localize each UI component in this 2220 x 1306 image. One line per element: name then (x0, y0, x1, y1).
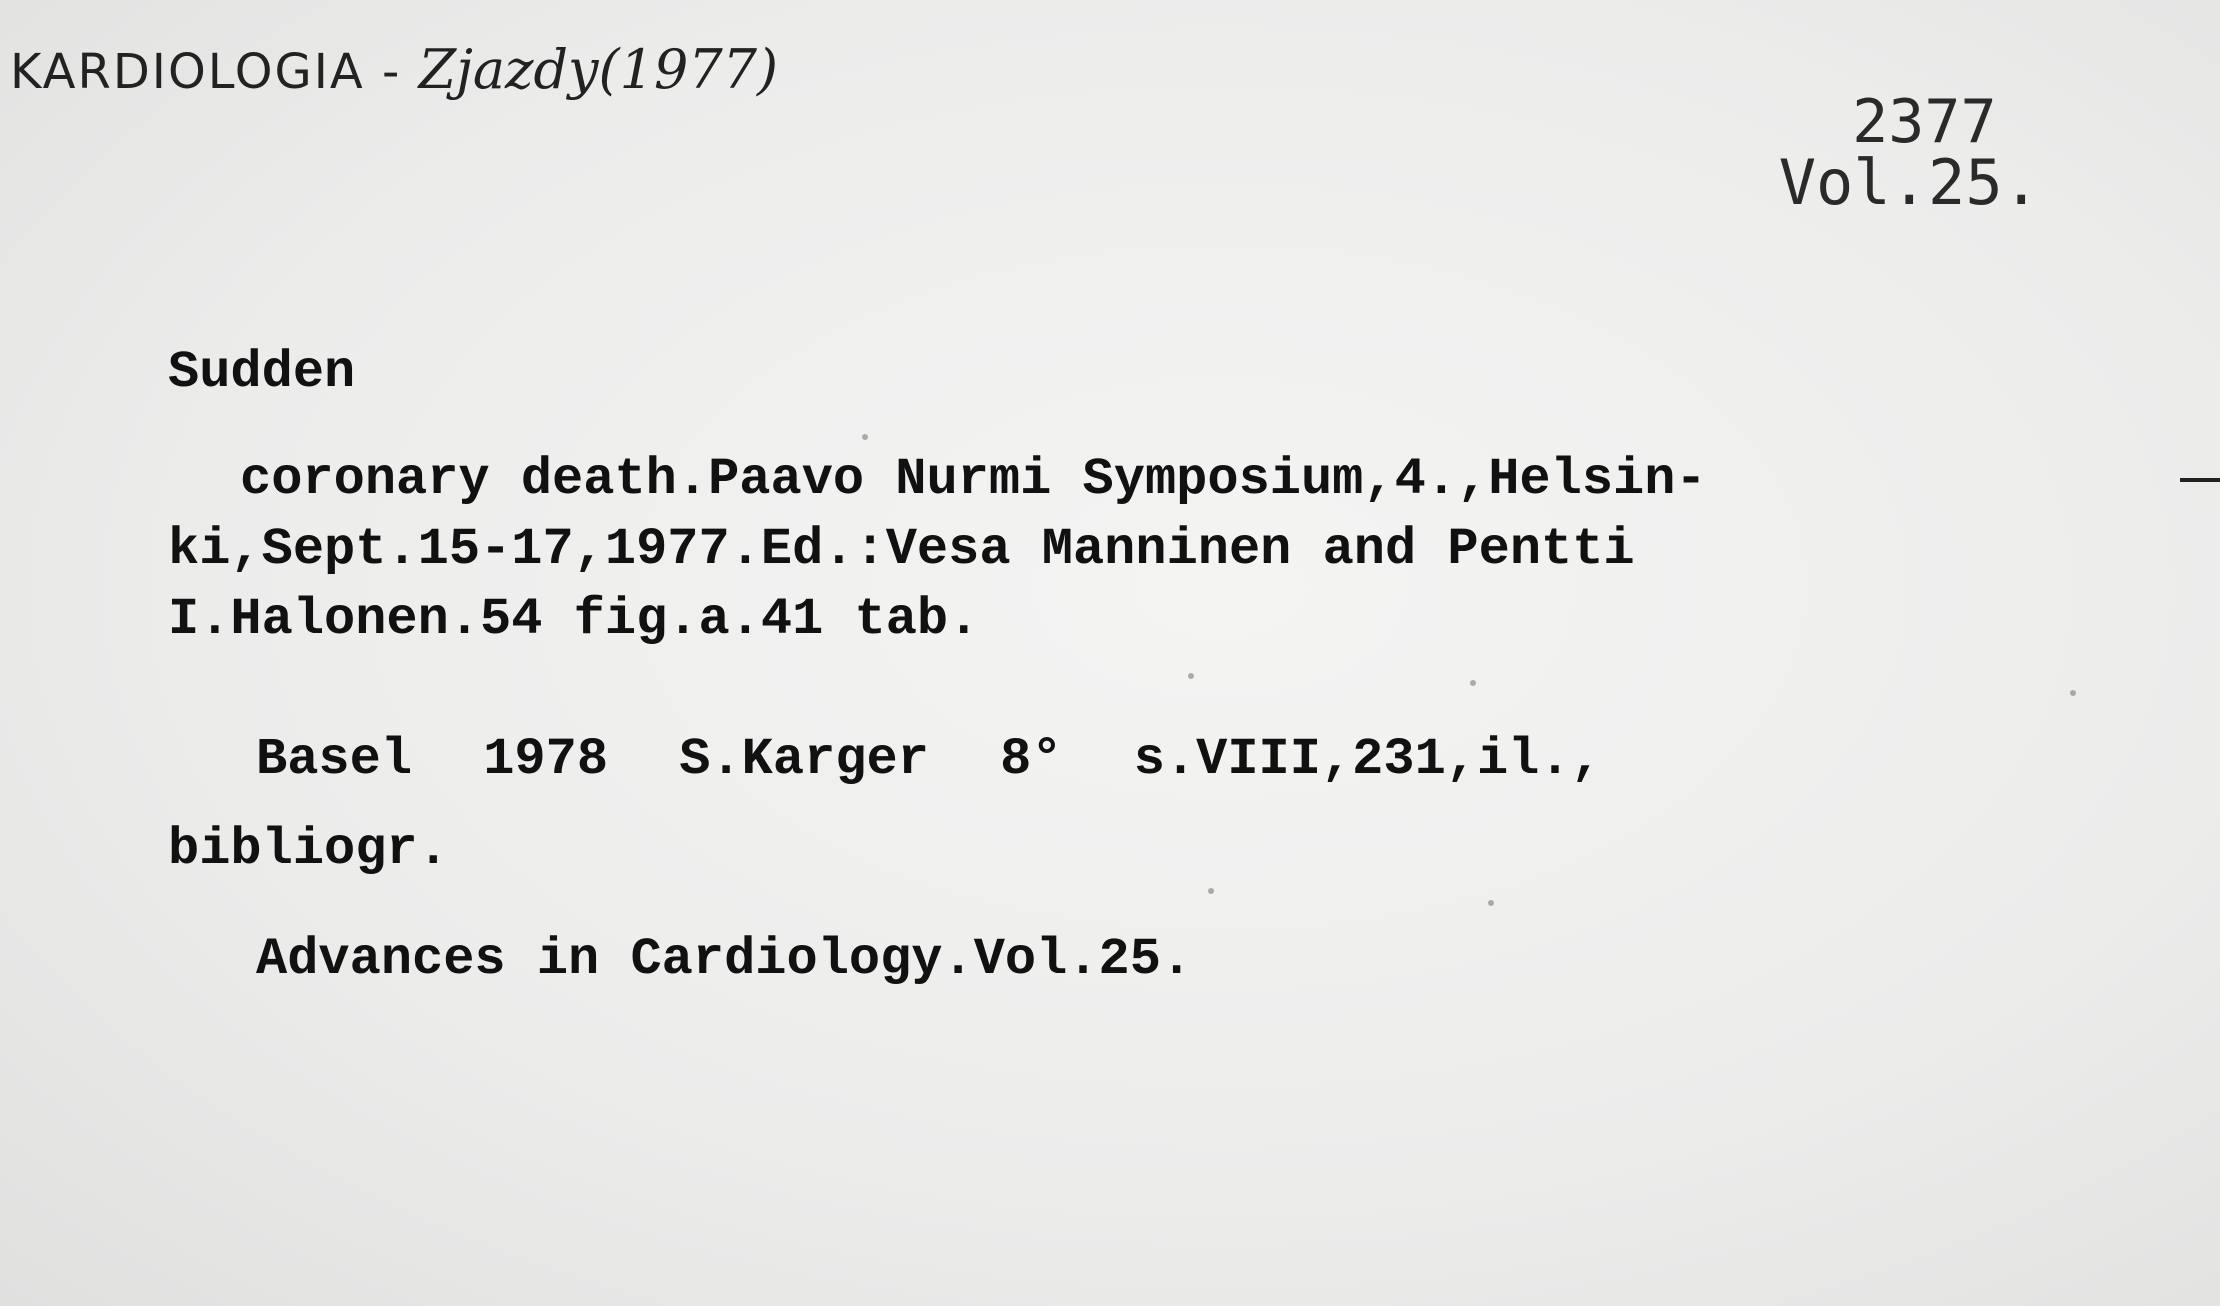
series-note: Advances in Cardiology.Vol.25. (256, 930, 1193, 989)
call-number-block (1778, 87, 2040, 219)
volume-label: Vol.25. (1778, 146, 2040, 219)
ink-speck (862, 434, 868, 440)
entry-body-line: ki,Sept.15-17,1977.Ed.:Vesa Manninen and Pentti (168, 520, 1635, 579)
hyphen-mark (2180, 478, 2220, 482)
ink-speck (1488, 900, 1494, 906)
entry-body-line: I.Halonen.54 fig.a.41 tab. (168, 590, 980, 649)
entry-body-line: coronary death.Paavo Nurmi Symposium,4.,Helsin- (240, 450, 1707, 509)
ink-speck (1208, 888, 1214, 894)
heading-handwritten: Zjazdy(1977) (418, 38, 779, 101)
ink-speck (1188, 673, 1194, 679)
imprint-line: Basel 1978 S.Karger 8° s.VIII,231,il., (256, 730, 1602, 789)
entry-title: Sudden (168, 343, 356, 402)
imprint-line: bibliogr. (168, 820, 449, 879)
call-number: 2377 (1852, 87, 1997, 157)
card-heading (10, 38, 778, 101)
heading-subject: KARDIOLOGIA - (10, 44, 419, 100)
ink-speck (1470, 680, 1476, 686)
ink-speck (2070, 690, 2076, 696)
